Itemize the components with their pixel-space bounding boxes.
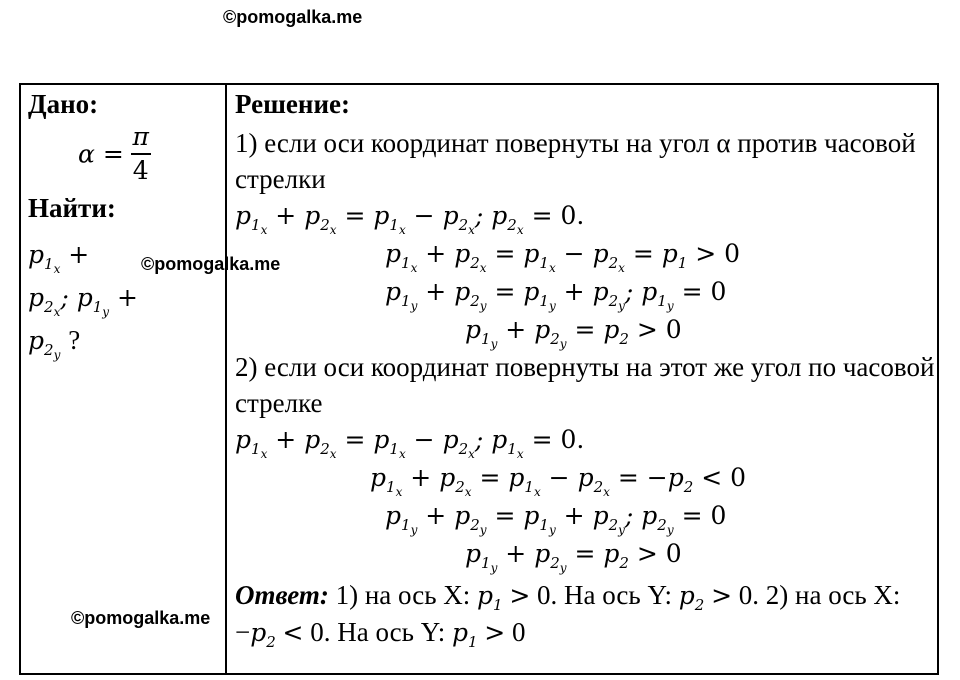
case-2-text: 2) если оси координат повернуты на этот же угол по часовой стрелке	[235, 352, 935, 418]
fraction-numerator: π	[131, 121, 151, 155]
case-1-text: 1) если оси координат повернуты на угол α против часовой стрелки	[235, 128, 916, 194]
column-divider	[225, 85, 227, 673]
solution-title: Решение:	[235, 89, 350, 119]
case-1-eq-4: $p_{1_y} + p_{2_y} = p_2 > 0$	[465, 315, 682, 351]
given-alpha	[28, 121, 220, 191]
watermark-bottom: ©pomogalka.me	[71, 608, 211, 628]
fraction-denominator: 4	[132, 156, 149, 185]
given-title: Дано:	[28, 89, 99, 119]
alpha-label: α =	[78, 139, 124, 169]
case-2-eq-4: $p_{1_y} + p_{2_y} = p_2 > 0$	[465, 539, 682, 575]
case-1-eq-1: $p_{1_x} + p_{2_x} = p_{1_x} - p_{2_x}$; $p_{2_x} = 0$.	[235, 201, 585, 237]
answer-label: Ответ:	[235, 580, 329, 610]
answer	[235, 577, 935, 651]
solution-table	[19, 83, 939, 675]
case-2-eq-2: $p_{1_x} + p_{2_x} = p_{1_x} - p_{2_x} = -p_2 < 0$	[370, 463, 747, 499]
find-title: Найти:	[28, 193, 116, 223]
find-line-3: $p_{2_y}$ ?	[28, 325, 81, 362]
find-line-2: $p_{2_x}$; $p_{1_y}$ +	[28, 283, 138, 319]
alpha-fraction	[131, 121, 151, 187]
watermark-top: ©pomogalka.me	[223, 7, 363, 27]
case-1-eq-2: $p_{1_x} + p_{2_x} = p_{1_x} - p_{2_x} = p_1 > 0$	[385, 239, 741, 275]
case-1-eq-3: $p_{1_y} + p_{2_y} = p_{1_y} + p_{2_y}$; $p_{1_y} = 0$	[385, 277, 727, 313]
given-column	[28, 87, 220, 362]
solution-column	[235, 87, 935, 651]
find-line-1: $p_{1_x}$ +	[28, 240, 90, 276]
case-2-eq-3: $p_{1_y} + p_{2_y} = p_{1_y} + p_{2_y}$; $p_{2_y} = 0$	[385, 501, 727, 537]
case-2-eq-1: $p_{1_x} + p_{2_x} = p_{1_x} - p_{2_x}$; $p_{1_x} = 0$.	[235, 425, 585, 461]
find-expression	[28, 233, 220, 362]
watermark-middle: ©pomogalka.me	[141, 254, 281, 274]
answer-text: 1) на ось X: $p_1 > 0$. На ось Y: $p_2 > 0$. 2) на ось X: $-p_2 < 0$. На ось Y: $p_1 > 0$	[235, 580, 901, 651]
